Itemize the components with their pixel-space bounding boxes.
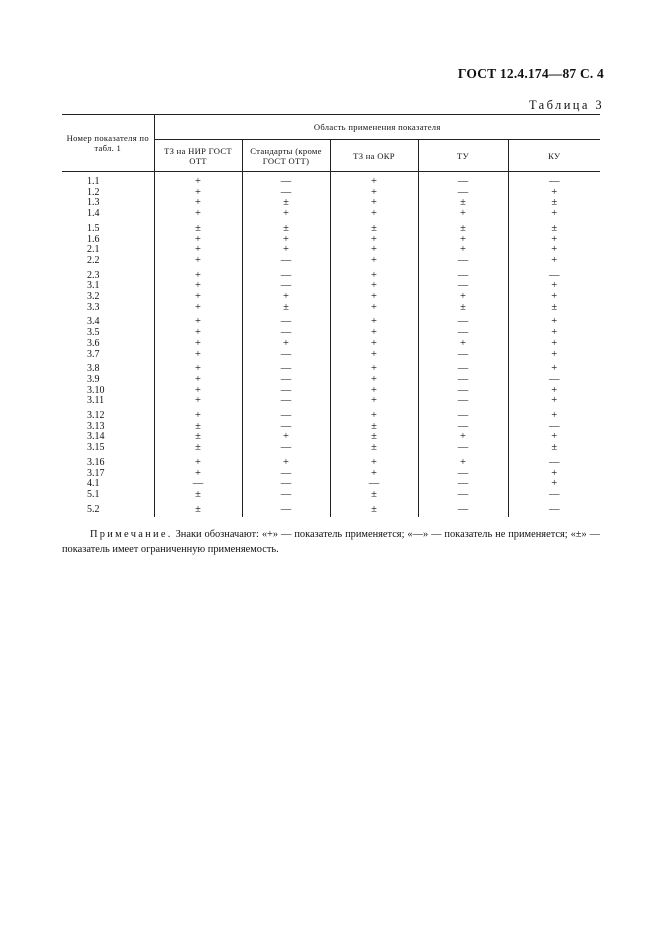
indicator-number-cell: 1.6 xyxy=(62,235,154,246)
applicability-cell: — xyxy=(242,407,330,422)
indicator-number-cell: 2.1 xyxy=(62,245,154,256)
applicability-cell: — xyxy=(418,407,508,422)
applicability-cell: + xyxy=(330,339,418,350)
applicability-cell: + xyxy=(330,360,418,375)
table-row xyxy=(62,292,600,303)
applicability-cell: + xyxy=(242,454,330,469)
applicability-cell: — xyxy=(242,328,330,339)
applicability-cell: + xyxy=(551,208,558,220)
applicability-cell: ± xyxy=(330,220,418,235)
applicability-cell: + xyxy=(154,172,242,188)
applicability-cell: ± xyxy=(551,222,558,234)
applicability-cell: ± xyxy=(154,443,242,454)
applicability-cell: — xyxy=(242,501,330,518)
applicability-cell: + xyxy=(418,235,508,246)
applicability-cell: + xyxy=(330,328,418,339)
applicability-cell: + xyxy=(330,407,418,422)
indicator-number-cell: 3.2 xyxy=(62,292,154,303)
indicator-number-header: Номер показателя по табл. 1 xyxy=(62,115,154,172)
applicability-cell: — xyxy=(242,396,330,407)
indicator-number-cell: 1.3 xyxy=(62,198,154,209)
indicator-number-cell: 3.17 xyxy=(62,469,154,480)
applicability-cell: ± xyxy=(551,197,558,209)
applicability-cell: + xyxy=(154,396,242,407)
table-row xyxy=(62,313,600,328)
applicability-cell: — xyxy=(242,469,330,480)
applicability-cell: + xyxy=(330,245,418,256)
applicability-cell: ± xyxy=(242,220,330,235)
table-row xyxy=(62,501,600,518)
table-row xyxy=(62,172,600,188)
applicability-cell: + xyxy=(242,339,330,350)
applicability-cell: + xyxy=(418,245,508,256)
indicator-number-cell: 3.5 xyxy=(62,328,154,339)
applicability-cell: + xyxy=(551,186,558,198)
applicability-cell: — xyxy=(418,443,508,454)
applicability-cell: ± xyxy=(154,220,242,235)
applicability-cell: ± xyxy=(330,443,418,454)
applicability-cell: + xyxy=(551,254,558,266)
table-row xyxy=(62,375,600,386)
applicability-cell: — xyxy=(549,269,560,281)
table-row xyxy=(62,386,600,397)
applicability-cell: — xyxy=(242,360,330,375)
applicability-cell: + xyxy=(551,337,558,349)
applicability-cell: + xyxy=(242,245,330,256)
table-row xyxy=(62,209,600,220)
table-row xyxy=(62,350,600,361)
applicability-cell: — xyxy=(242,256,330,267)
indicator-number-cell: 2.2 xyxy=(62,256,154,267)
applicability-cell: — xyxy=(242,422,330,433)
applicability-cell: + xyxy=(330,469,418,480)
applicability-cell: + xyxy=(154,350,242,361)
applicability-cell: ± xyxy=(330,432,418,443)
applicability-cell: — xyxy=(418,375,508,386)
indicator-number-cell: 1.5 xyxy=(62,220,154,235)
applicability-cell: + xyxy=(154,469,242,480)
indicator-number-cell: 2.3 xyxy=(62,267,154,282)
applicability-cell: + xyxy=(418,454,508,469)
table-row xyxy=(62,328,600,339)
applicability-cell: — xyxy=(242,281,330,292)
applicability-cell: + xyxy=(154,267,242,282)
table-row xyxy=(62,281,600,292)
applicability-cell: + xyxy=(154,281,242,292)
applicability-cell: + xyxy=(154,386,242,397)
applicability-cell: + xyxy=(551,316,558,328)
applicability-cell: + xyxy=(330,292,418,303)
applicability-cell: + xyxy=(154,360,242,375)
indicator-number-cell: 5.1 xyxy=(62,490,154,501)
applicability-cell: — xyxy=(418,188,508,199)
applicability-cell: + xyxy=(418,209,508,220)
table-row xyxy=(62,267,600,282)
applicability-cell: — xyxy=(418,256,508,267)
application-area-header: Область применения показателя xyxy=(154,115,600,140)
applicability-cell: ± xyxy=(154,490,242,501)
applicability-cell: — xyxy=(242,479,330,490)
applicability-cell: — xyxy=(330,479,418,490)
indicator-number-cell: 3.6 xyxy=(62,339,154,350)
page-header-doc-ref: ГОСТ 12.4.174—87 С. 4 xyxy=(457,66,604,81)
applicability-cell: + xyxy=(551,233,558,245)
applicability-cell: + xyxy=(418,432,508,443)
applicability-cell: + xyxy=(551,291,558,303)
applicability-cell: — xyxy=(549,420,560,432)
table-row xyxy=(62,339,600,350)
applicability-cell: + xyxy=(154,292,242,303)
table-note xyxy=(62,527,600,557)
indicator-number-cell: 3.10 xyxy=(62,386,154,397)
applicability-cell: — xyxy=(242,172,330,188)
applicability-cell: — xyxy=(242,313,330,328)
indicator-number-cell: 1.1 xyxy=(62,172,154,188)
table-row xyxy=(62,432,600,443)
applicability-cell: + xyxy=(330,396,418,407)
applicability-cell: — xyxy=(242,443,330,454)
applicability-cell: — xyxy=(242,386,330,397)
applicability-cell: + xyxy=(330,386,418,397)
indicator-number-cell: 3.9 xyxy=(62,375,154,386)
applicability-cell: — xyxy=(418,422,508,433)
applicability-cell: ± xyxy=(418,198,508,209)
applicability-cell: + xyxy=(154,188,242,199)
applicability-cell: ± xyxy=(154,422,242,433)
applicability-cell: — xyxy=(549,456,560,468)
applicability-cell: + xyxy=(551,348,558,360)
applicability-cell: ± xyxy=(242,198,330,209)
applicability-cell: + xyxy=(154,198,242,209)
table-row xyxy=(62,235,600,246)
indicator-number-cell: 3.8 xyxy=(62,360,154,375)
applicability-cell: + xyxy=(154,235,242,246)
applicability-cell: — xyxy=(549,488,560,500)
note-label: Примечание. xyxy=(90,529,173,540)
applicability-cell: + xyxy=(551,395,558,407)
applicability-cell: + xyxy=(330,313,418,328)
indicator-number-cell: 3.15 xyxy=(62,443,154,454)
indicator-number-cell: 3.3 xyxy=(62,303,154,314)
applicability-cell: — xyxy=(418,267,508,282)
applicability-cell: — xyxy=(418,396,508,407)
table-row xyxy=(62,396,600,407)
table-row xyxy=(62,479,600,490)
table-row xyxy=(62,407,600,422)
indicator-number-cell: 1.4 xyxy=(62,209,154,220)
applicability-cell: + xyxy=(551,363,558,375)
applicability-cell: + xyxy=(330,375,418,386)
applicability-cell: + xyxy=(154,375,242,386)
column-header-standards: Стандарты (кроме ГОСТ ОТТ) xyxy=(242,140,330,172)
note-text: Знаки обозначают: «+» — показатель применяется; «—» — показатель не применяется; «±» — показатель имеет ограниченную применяемость. xyxy=(62,529,600,555)
applicability-cell: — xyxy=(418,501,508,518)
applicability-cell: + xyxy=(154,328,242,339)
applicability-cell: + xyxy=(154,454,242,469)
applicability-cell: ± xyxy=(154,432,242,443)
table-caption: Таблица 3 xyxy=(528,98,604,112)
column-header-tu: ТУ xyxy=(418,140,508,172)
indicator-number-cell: 3.11 xyxy=(62,396,154,407)
applicability-cell: + xyxy=(330,267,418,282)
applicability-cell: + xyxy=(551,410,558,422)
table-row xyxy=(62,490,600,501)
table-row xyxy=(62,360,600,375)
applicability-cell: ± xyxy=(418,220,508,235)
column-header-ku: КУ xyxy=(508,140,600,172)
applicability-cell: + xyxy=(154,339,242,350)
applicability-cell: — xyxy=(418,350,508,361)
applicability-cell: + xyxy=(551,384,558,396)
applicability-cell: — xyxy=(549,373,560,385)
indicator-number-cell: 3.7 xyxy=(62,350,154,361)
applicability-cell: — xyxy=(418,313,508,328)
table-row xyxy=(62,469,600,480)
applicability-cell: + xyxy=(154,256,242,267)
applicability-cell: — xyxy=(418,490,508,501)
applicability-cell: + xyxy=(551,431,558,443)
applicability-cell: + xyxy=(551,244,558,256)
table-row xyxy=(62,220,600,235)
applicability-cell: + xyxy=(242,209,330,220)
indicator-number-cell: 5.2 xyxy=(62,501,154,518)
indicator-number-cell: 3.13 xyxy=(62,422,154,433)
applicability-cell: + xyxy=(551,280,558,292)
column-header-tz-nir: ТЗ на НИР ГОСТ ОТТ xyxy=(154,140,242,172)
applicability-cell: + xyxy=(154,209,242,220)
applicability-cell: + xyxy=(551,467,558,479)
applicability-cell: + xyxy=(154,303,242,314)
indicator-number-cell: 3.14 xyxy=(62,432,154,443)
applicability-cell: + xyxy=(330,256,418,267)
applicability-cell: — xyxy=(242,490,330,501)
applicability-cell: — xyxy=(418,172,508,188)
applicability-cell: — xyxy=(418,360,508,375)
applicability-cell: — xyxy=(418,469,508,480)
indicator-number-cell: 3.12 xyxy=(62,407,154,422)
indicator-number-cell: 3.4 xyxy=(62,313,154,328)
applicability-cell: ± xyxy=(242,303,330,314)
indicator-number-cell: 3.1 xyxy=(62,281,154,292)
applicability-cell: — xyxy=(418,386,508,397)
table-row xyxy=(62,188,600,199)
applicability-cell: + xyxy=(330,209,418,220)
applicability-cell: + xyxy=(330,281,418,292)
applicability-cell: ± xyxy=(154,501,242,518)
applicability-cell: ± xyxy=(330,501,418,518)
applicability-cell: ± xyxy=(551,301,558,313)
applicability-cell: — xyxy=(154,479,242,490)
applicability-cell: + xyxy=(330,454,418,469)
applicability-cell: — xyxy=(418,281,508,292)
applicability-cell: + xyxy=(242,292,330,303)
table-row xyxy=(62,256,600,267)
applicability-table xyxy=(62,114,600,517)
applicability-cell: + xyxy=(330,235,418,246)
applicability-cell: + xyxy=(154,245,242,256)
applicability-cell: — xyxy=(242,267,330,282)
table-row xyxy=(62,303,600,314)
applicability-cell: + xyxy=(154,407,242,422)
table-row xyxy=(62,422,600,433)
indicator-number-cell: 4.1 xyxy=(62,479,154,490)
applicability-cell: ± xyxy=(330,422,418,433)
column-header-tz-okr: ТЗ на ОКР xyxy=(330,140,418,172)
table-row xyxy=(62,443,600,454)
applicability-cell: — xyxy=(242,375,330,386)
applicability-cell: — xyxy=(242,188,330,199)
applicability-cell: — xyxy=(418,479,508,490)
applicability-cell: — xyxy=(242,350,330,361)
applicability-cell: — xyxy=(418,328,508,339)
applicability-cell: + xyxy=(242,432,330,443)
applicability-cell: — xyxy=(549,176,560,187)
table-body xyxy=(62,172,600,518)
applicability-cell: ± xyxy=(330,490,418,501)
indicator-number-cell: 3.16 xyxy=(62,454,154,469)
applicability-cell: + xyxy=(330,350,418,361)
applicability-cell: + xyxy=(242,235,330,246)
applicability-cell: + xyxy=(418,292,508,303)
table-row xyxy=(62,454,600,469)
applicability-cell: + xyxy=(330,303,418,314)
applicability-cell: + xyxy=(330,198,418,209)
table-row xyxy=(62,245,600,256)
applicability-cell: + xyxy=(551,327,558,339)
indicator-number-cell: 1.2 xyxy=(62,188,154,199)
applicability-cell: + xyxy=(154,313,242,328)
applicability-cell: + xyxy=(551,478,558,490)
applicability-cell: ± xyxy=(551,442,558,454)
applicability-cell: + xyxy=(330,172,418,188)
applicability-cell: — xyxy=(549,503,560,515)
applicability-cell: ± xyxy=(418,303,508,314)
applicability-cell: + xyxy=(330,188,418,199)
table-row xyxy=(62,198,600,209)
applicability-cell: + xyxy=(418,339,508,350)
